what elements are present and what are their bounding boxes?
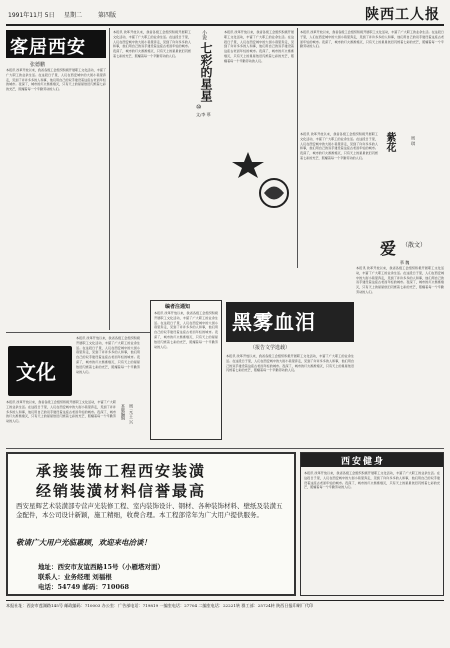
newspaper-name: 陕西工人报 [365, 7, 440, 23]
ad-address: 地址：西安市友谊西路15号（小雁塔对面） [38, 563, 165, 571]
footer-line: 本报社址：西安市莲湖路145号 邮政编码：710003 办公室：广告部电话：719819 一编室电话：27704 二编室电话：22221转 群工部：25724转 陕西日报印刷厂代印 [6, 603, 314, 608]
ad-headline-2: 经销装潢材料信誉最高 [36, 482, 207, 500]
ad-body: 西安星辉艺术装潢部专营声光装修工程、室内装饰设计、钢材、各种装饰材料、壁纸及装潢五金配件，本公司设计新颖，施工精细，收费合理。本工程部常年为广大用户提供服务。 [16, 502, 283, 519]
decoration-ad [6, 452, 296, 596]
column-two-body: 本报讯 改革开放以来，我省各级工会组织积极开展职工文化活动，丰富了广大职工的业余生活。在这段日子里，人们在西安城中的大街小巷里奔走，见到了许许多多的人和事，他们用自己的双手建设着这座古老而年轻的城市。夜深了，城市的灯火渐渐熄灭，只有天上的星星依旧闪烁着七彩的光芒，照耀着每一个辛勤劳动的人们。 [113, 30, 191, 58]
notice-box [150, 300, 222, 440]
col-divider-2 [297, 28, 298, 268]
notice-title: 编者注通知 [165, 304, 191, 310]
guest-column-body: 本报讯 改革开放以来，我省各级工会组织积极开展职工文化活动，丰富了广大职工的业余生活。在这段日子里，人们在西安城中的大街小巷里奔走，见到了许许多多的人和事，他们用自己的双手建设着这座古老而年轻的城市。夜深了，城市的灯火渐渐熄灭，只有天上的星星依旧闪烁着七彩的光芒，照耀着每一个辛勤劳动的人们。 [6, 68, 106, 92]
love-heading [378, 236, 444, 258]
health-title: 西安健身 [341, 457, 386, 467]
masthead [6, 4, 444, 24]
love-genre: （散文） [402, 242, 427, 249]
culture-corner-title: 文化 [16, 360, 56, 384]
love-author: 慕 魏 [400, 260, 410, 265]
culture-side-label: 本版编辑 [121, 404, 126, 420]
seven-stars-author: 文/李 慕 [196, 112, 211, 117]
health-title-bar [301, 453, 443, 467]
ad-slogan: 敬请广大用户光临惠顾，欢迎来电洽谈！ [16, 538, 151, 547]
issue-weekday: 星期二 [64, 12, 83, 19]
seven-stars-serial: ⑩ [196, 104, 202, 111]
report-body: 本报讯 改革开放以来，我省各级工会组织积极开展职工文化活动，丰富了广大职工的业余生活。在这段日子里，人们在西安城中的大街小巷里奔走，见到了许许多多的人和事，他们用自己的双手建设着这座古老而年轻的城市。夜深了，城市的灯火渐渐熄灭，只有天上的星星依旧闪烁着七彩的光芒，照耀着每一个辛勤劳动的人们。 [226, 354, 354, 373]
ad-phone: 电话：54749 邮码：710068 [38, 583, 130, 591]
right-column-body: 本报讯 改革开放以来，我省各级工会组织积极开展职工文化活动，丰富了广大职工的业余生活。在这段日子里，人们在西安城中的大街小巷里奔走，见到了许许多多的人和事，他们用自己的双手建设着这座古老而年轻的城市。夜深了，城市的灯火渐渐熄灭，只有天上的星星依旧闪烁着七彩的光芒，照耀着每一个辛勤劳动的人们。 [300, 30, 444, 49]
mid-left-body: 本报讯 改革开放以来，我省各级工会组织积极开展职工文化活动，丰富了广大职工的业余生活。在这段日子里，人们在西安城中的大街小巷里奔走，见到了许许多多的人和事，他们用自己的双手建设着这座古老而年轻的城市。夜深了，城市的灯火渐渐熄灭，只有天上的星星依旧闪烁着七彩的光芒，照耀着每一个辛勤劳动的人们。 [76, 336, 140, 374]
issue-date: 1991年11月 5日 [8, 12, 55, 19]
report-genre: （报告文学选载） [250, 345, 291, 351]
ad-headline-1: 承接装饰工程西安装潢 [36, 462, 207, 480]
guest-column-title: 客居西安 [10, 37, 86, 58]
culture-corner-logo [8, 346, 72, 396]
love-title: 爱 [380, 239, 397, 258]
health-body: 本报讯 改革开放以来，我省各级工会组织积极开展职工文化活动，丰富了广大职工的业余生活。在这段日子里，人们在西安城中的大街小巷里奔走，见到了许许多多的人和事，他们用自己的双手建设着这座古老而年轻的城市。夜深了，城市的灯火渐渐熄灭，只有天上的星星依旧闪烁着七彩的光芒，照耀着每一个辛勤劳动的人们。 [304, 471, 440, 490]
page-number: 第四版 [98, 12, 117, 19]
poem-body: 本报讯 改革开放以来，我省各级工会组织积极开展职工文化活动，丰富了广大职工的业余生活。在这段日子里，人们在西安城中的大街小巷里奔走，见到了许许多多的人和事，他们用自己的双手建设着这座古老而年轻的城市。夜深了，城市的灯火渐渐熄灭，只有天上的星星依旧闪烁着七彩的光芒，照耀着每一个辛勤劳动的人们。 [300, 132, 378, 160]
ad-contact: 联系人：业务经理 刘福根 [38, 573, 112, 581]
love-body: 本报讯 改革开放以来，我省各级工会组织积极开展职工文化活动，丰富了广大职工的业余生活。在这段日子里，人们在西安城中的大街小巷里奔走，见到了许许多多的人和事，他们用自己的双手建设着这座古老而年轻的城市。夜深了，城市的灯火渐渐熄灭，只有天上的星星依旧闪烁着七彩的光芒，照耀着每一个辛勤劳动的人们。 [356, 266, 444, 294]
tiger-ornament-icon [256, 176, 292, 210]
report-title: 黑雾血泪 [232, 310, 316, 334]
culture-corner-body: 本报讯 改革开放以来，我省各级工会组织积极开展职工文化活动，丰富了广大职工的业余生活。在这段日子里，人们在西安城中的大街小巷里奔走，见到了许许多多的人和事，他们用自己的双手建设着这座古老而年轻的城市。夜深了，城市的灯火渐渐熄灭，只有天上的星星依旧闪烁着七彩的光芒，照耀着每一个辛勤劳动的人们。 [6, 400, 116, 424]
poem-heading [380, 132, 408, 172]
poem-author: 周 琪 [411, 136, 416, 146]
masthead-rule [6, 24, 444, 26]
poem-title: 紫花 [384, 132, 395, 152]
seven-stars-heading [196, 30, 220, 102]
col-divider-1 [109, 28, 110, 330]
seven-stars-prefix: 小说 [201, 30, 207, 40]
health-box [300, 452, 444, 596]
footer-rule [6, 600, 444, 601]
culture-editors: 周 元 王 兴 [129, 404, 134, 424]
report-banner [226, 302, 354, 342]
guest-column-byline: 张德鹏 [30, 62, 46, 68]
section-rule-ad [6, 448, 444, 449]
seven-stars-body: 本报讯 改革开放以来，我省各级工会组织积极开展职工文化活动，丰富了广大职工的业余生活。在这段日子里，人们在西安城中的大街小巷里奔走，见到了许许多多的人和事，他们用自己的双手建设着这座古老而年轻的城市。夜深了，城市的灯火渐渐熄灭，只有天上的星星依旧闪烁着七彩的光芒，照耀着每一个辛勤劳动的人们。 [224, 30, 294, 63]
guest-column-heading [6, 30, 106, 58]
seven-stars-title: 七彩的星星 [199, 42, 213, 102]
notice-body: 本报讯 改革开放以来，我省各级工会组织积极开展职工文化活动，丰富了广大职工的业余生活。在这段日子里，人们在西安城中的大街小巷里奔走，见到了许许多多的人和事，他们用自己的双手建设着这座古老而年轻的城市。夜深了，城市的灯火渐渐熄灭，只有天上的星星依旧闪烁着七彩的光芒，照耀着每一个辛勤劳动的人们。 [154, 311, 218, 349]
